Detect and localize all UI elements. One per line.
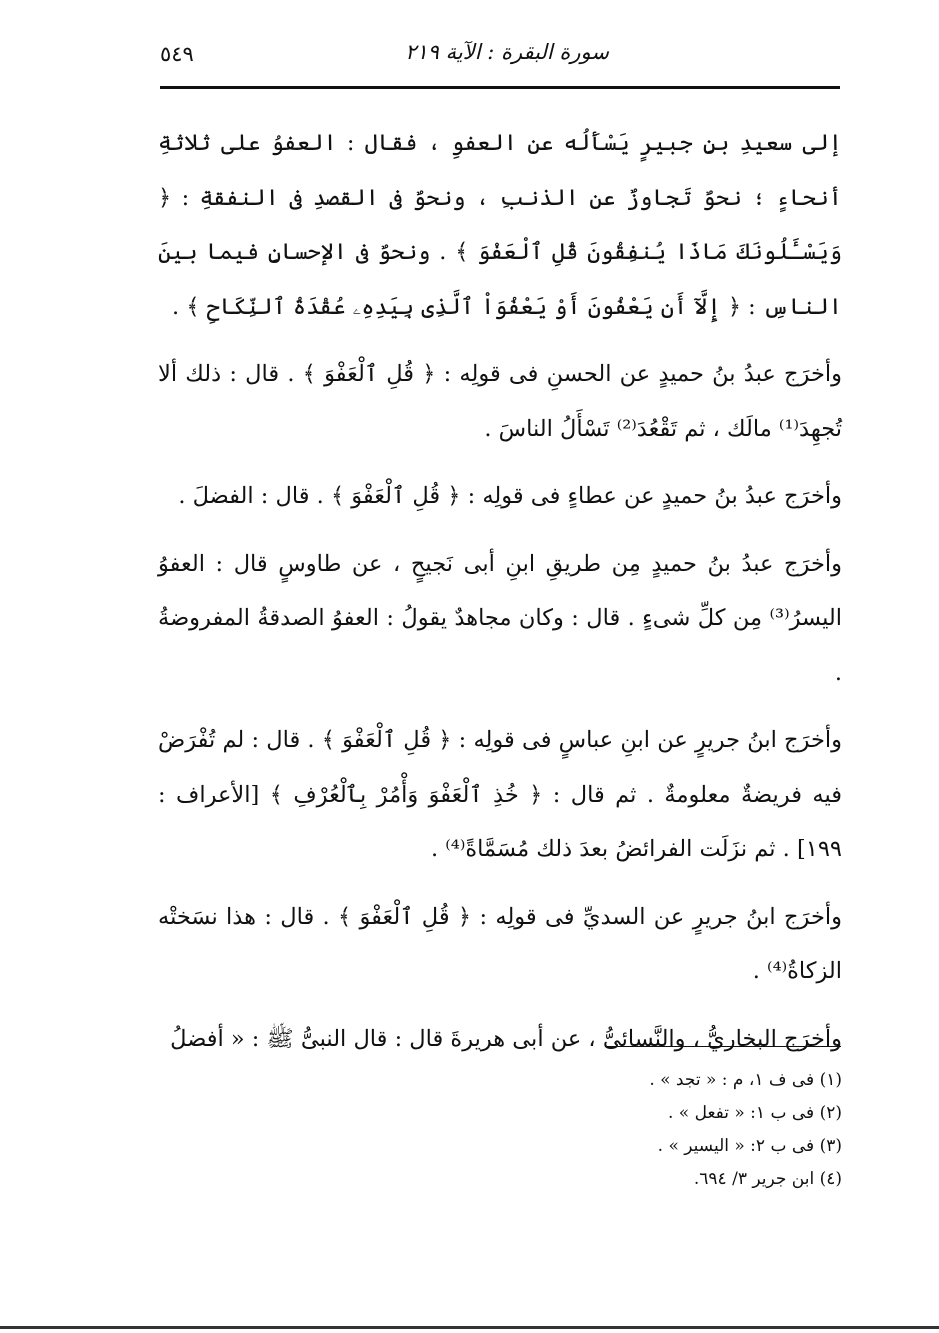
paragraph-6: وأخرَج ابنُ جريرٍ عن السديِّ فى قولِه : ﴿ قُلِ ٱلْعَفْوَ ﴾ . قال : هذا نسَختْه الزكاةُ⁽⁴⁾ . xyxy=(158,903,842,984)
footnote-1: (١) فى ف ١، م : « تجد » . xyxy=(649,1070,842,1090)
footnote-3: (٣) فى ب ٢: « اليسير » . xyxy=(657,1136,842,1156)
paragraph-7: وأخرَج البخاريُّ ، والنَّسائىُّ ، عن أبى هريرةَ قال : قال النبىُّ ﷺ : « أفضلُ xyxy=(170,1025,842,1052)
page-header xyxy=(160,38,839,78)
surah-title: سورة البقرة : الآية ٢١٩ xyxy=(405,40,609,64)
paragraph-5: وأخرَج ابنُ جريرٍ عن ابنِ عباسٍ فى قولِه : ﴿ قُلِ ٱلْعَفْوَ ﴾ . قال : لم تُفْرَضْ فيه فريضةٌ معلومةٌ . ثم قال : ﴿ خُذِ ٱلْعَفْوَ وَأْمُرْ بِٱلْعُرْفِ ﴾ [الأعراف : ١٩٩] . ثم نزَلَت الفرائضُ بعدَ ذلك مُسَمَّاةً⁽⁴⁾ . xyxy=(158,727,842,862)
paragraph-3: وأخرَج عبدُ بنُ حميدٍ عن عطاءٍ فى قولِه : ﴿ قُلِ ٱلْعَفْوَ ﴾ . قال : الفضلَ . xyxy=(178,483,842,509)
header-rule xyxy=(160,86,840,89)
footnote-4: (٤) ابن جرير ٣/ ٦٩٤. xyxy=(693,1169,842,1189)
scan-bottom-edge xyxy=(0,1326,939,1329)
footnote-2: (٢) فى ب ١: « تفعل » . xyxy=(667,1103,842,1123)
footnote-separator xyxy=(605,1046,841,1047)
footnotes xyxy=(300,1064,842,1196)
page-number: ٥٤٩ xyxy=(160,42,194,66)
paragraph-4: وأخرَج عبدُ بنُ حميدٍ مِن طريقِ ابنِ أبى نَجيحٍ ، عن طاوسٍ قال : العفوُ اليسرُ⁽³⁾ مِن كلِّ شىءٍ . قال : وكان مجاهدٌ يقولُ : العفوُ الصدقةُ المفروضةُ . xyxy=(158,550,842,686)
main-text xyxy=(158,116,842,1066)
paragraph-1: إلى سعيدِ بنِ جبيرٍ يَسْأَلُه عن العفوِ ، فقال : العفوُ على ثلاثةِ أنحاءٍ ؛ نحوٌ تَجاوزٌ عن الذنبِ ، ونحوٌ فى القصدِ فى النفقةِ : ﴿ وَيَسْـَٔلُونَكَ مَاذَا يُنفِقُونَ قُلِ ٱلْعَفْوَ ﴾ . ونحوٌ فى الإحسانِ فيما بينَ الناسِ : ﴿ إِلَّآ أَن يَعْفُونَ أَوْ يَعْفُوَاْ ٱلَّذِى بِيَدِهِۦ عُقْدَةُ ٱلنِّكَاحِ ﴾ . xyxy=(158,130,842,320)
paragraph-2: وأخرَج عبدُ بنُ حميدٍ عن الحسنِ فى قولِه : ﴿ قُلِ ٱلْعَفْوَ ﴾ . قال : ذلك ألا تُجهِدَ⁽¹⁾ مالَك ، ثم تَقْعُدَ⁽²⁾ تَسْأَلُ الناسَ . xyxy=(158,361,842,442)
